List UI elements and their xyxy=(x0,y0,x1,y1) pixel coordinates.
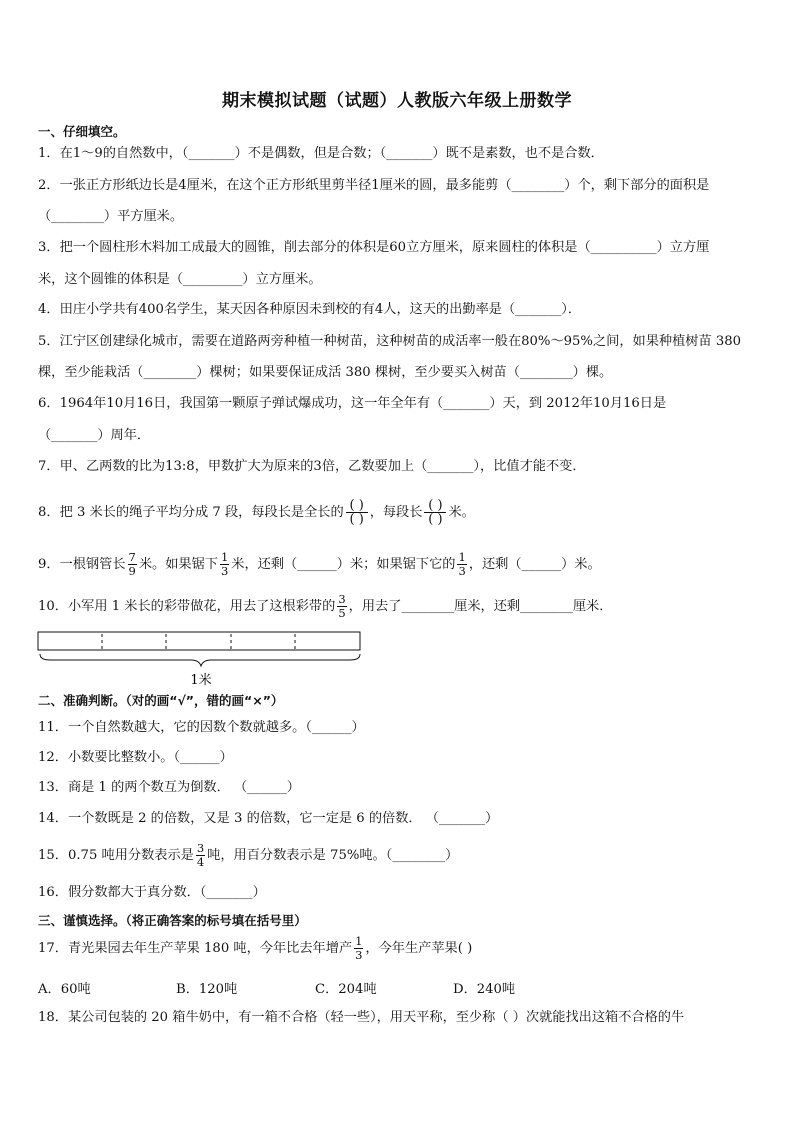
question-17-text-b: ，今年生产苹果( ) xyxy=(365,941,473,956)
question-2-line-2: （________）平方厘米。 xyxy=(38,209,184,224)
section-heading-fill-in: 一、仔细填空。 xyxy=(38,124,126,139)
answer-fraction-blank xyxy=(346,499,368,526)
question-17-option-d: D．240吨 xyxy=(453,982,516,997)
question-17-option-c: C．204吨 xyxy=(315,982,377,997)
fraction-denominator: 3 xyxy=(458,564,466,578)
question-8-text-a: 8．把 3 米长的绳子平均分成 7 段，每段长是全长的 xyxy=(38,505,344,520)
question-6-line-1: 6．1964年10月16日，我国第一颗原子弹试爆成功，这一年全年有（_______）天，到 2012年10月16日是 xyxy=(38,396,667,411)
ribbon-brace xyxy=(40,654,360,666)
question-17 xyxy=(38,933,760,964)
question-9 xyxy=(38,549,760,580)
question-11: 11．一个自然数越大，它的因数个数就越多。（______） xyxy=(38,720,365,735)
fraction-3-4 xyxy=(196,842,205,869)
question-9-text-a: 9．一根钢管长 xyxy=(38,557,126,572)
fraction-numerator: 1 xyxy=(220,550,229,564)
fraction-7-9 xyxy=(128,551,137,578)
ribbon-rectangle xyxy=(38,632,360,650)
question-16: 16．假分数都大于真分数．（_______） xyxy=(38,885,266,900)
ribbon-length-label: 1米 xyxy=(190,673,212,688)
question-15-text-b: 吨，用百分数表示是 75%吨。（________） xyxy=(207,848,459,863)
question-4: 4．田庄小学共有400名学生，某天因各种原因未到校的有4人，这天的出勤率是（_______）． xyxy=(38,302,582,317)
question-3-line-1: 3．把一个圆柱形木料加工成最大的圆锥，削去部分的体积是60立方厘米，原来圆柱的体积是（__________）立方厘 xyxy=(38,240,710,255)
question-13: 13．商是 1 的两个数互为倒数． （______） xyxy=(38,780,300,795)
question-10-text-a: 10．小军用 1 米长的彩带做花，用去了这根彩带的 xyxy=(38,599,336,614)
fraction-numerator: 3 xyxy=(196,841,205,855)
question-17-option-b: B．120吨 xyxy=(176,982,238,997)
fraction-numerator: 7 xyxy=(128,550,136,564)
ribbon-diagram xyxy=(36,630,366,690)
question-14: 14．一个数既是 2 的倍数，又是 3 的倍数，它一定是 6 的倍数． （_______） xyxy=(38,811,499,826)
fraction-numerator-blank: ( ) xyxy=(428,498,443,513)
question-8 xyxy=(38,497,760,528)
question-1: 1．在1～9的自然数中，（_______）不是偶数，但是合数；（_______）既不是素数，也不是合数． xyxy=(38,146,604,161)
question-9-text-b: 米。如果锯下 xyxy=(138,557,218,572)
fraction-denominator: 3 xyxy=(355,948,363,962)
fraction-1-3 xyxy=(220,551,229,578)
section-heading-choose: 三、谨慎选择。（将正确答案的标号填在括号里） xyxy=(38,913,307,928)
fraction-numerator: 1 xyxy=(458,550,466,564)
question-7: 7．甲、乙两数的比为13:8，甲数扩大为原来的3倍，乙数要加上（_______），比值才能不变． xyxy=(38,459,586,474)
fraction-denominator: 9 xyxy=(128,564,136,578)
fraction-denominator: 4 xyxy=(196,855,205,869)
question-9-text-d: ，还剩（______）米。 xyxy=(468,557,601,572)
question-6-line-2: （_______）周年． xyxy=(38,428,151,443)
section-heading-judge: 二、准确判断。（对的画“√”，错的画“×”） xyxy=(38,693,284,708)
question-2-line-1: 2．一张正方形纸边长是4厘米，在这个正方形纸里剪半径1厘米的圆，最多能剪（________）个，剩下部分的面积是 xyxy=(38,178,710,193)
question-5-line-2: 棵，至少能栽活（________）棵树；如果要保证成活 380 棵树，至少要买入树苗（________）棵。 xyxy=(38,365,613,380)
fraction-denominator-blank: ( ) xyxy=(428,512,443,527)
question-9-text-c: 米，还剩（______）米；如果锯下它的 xyxy=(231,557,456,572)
fraction-numerator: 1 xyxy=(355,934,363,948)
question-17-option-a: A．60吨 xyxy=(38,982,91,997)
question-5-line-1: 5．江宁区创建绿化城市，需要在道路两旁种植一种树苗，这种树苗的成活率一般在80%～95%之间，如果种植树苗 380 xyxy=(38,334,741,349)
question-17-text-a: 17．青光果园去年生产苹果 180 吨，今年比去年增产 xyxy=(38,941,353,956)
fraction-3-5 xyxy=(337,593,346,620)
answer-fraction-blank xyxy=(424,499,446,526)
page-title: 期末模拟试题（试题）人教版六年级上册数学 xyxy=(222,91,572,111)
fraction-denominator-blank: ( ) xyxy=(349,512,364,527)
question-15-text-a: 15．0.75 吨用分数表示是 xyxy=(38,848,194,863)
question-10 xyxy=(38,591,760,622)
fraction-denominator: 3 xyxy=(220,564,229,578)
question-12: 12．小数要比整数小。（______） xyxy=(38,750,233,765)
fraction-1-3 xyxy=(354,935,363,962)
fraction-1-3 xyxy=(457,551,466,578)
question-10-text-b: ，用去了________厘米，还剩________厘米． xyxy=(348,599,613,614)
question-8-text-b: ，每段长 xyxy=(369,505,423,520)
question-8-text-c: 米。 xyxy=(448,505,475,520)
question-18: 18．某公司包装的 20 箱牛奶中，有一箱不合格（轻一些），用天平称，至少称（ ）次就能找出这箱不合格的牛 xyxy=(38,1010,685,1025)
question-15 xyxy=(38,840,760,871)
fraction-numerator: 3 xyxy=(338,592,346,606)
fraction-numerator-blank: ( ) xyxy=(349,498,364,513)
question-3-line-2: 米，这个圆锥的体积是（_________）立方厘米。 xyxy=(38,272,322,287)
ribbon-dividers xyxy=(102,634,295,650)
fraction-denominator: 5 xyxy=(338,606,346,620)
